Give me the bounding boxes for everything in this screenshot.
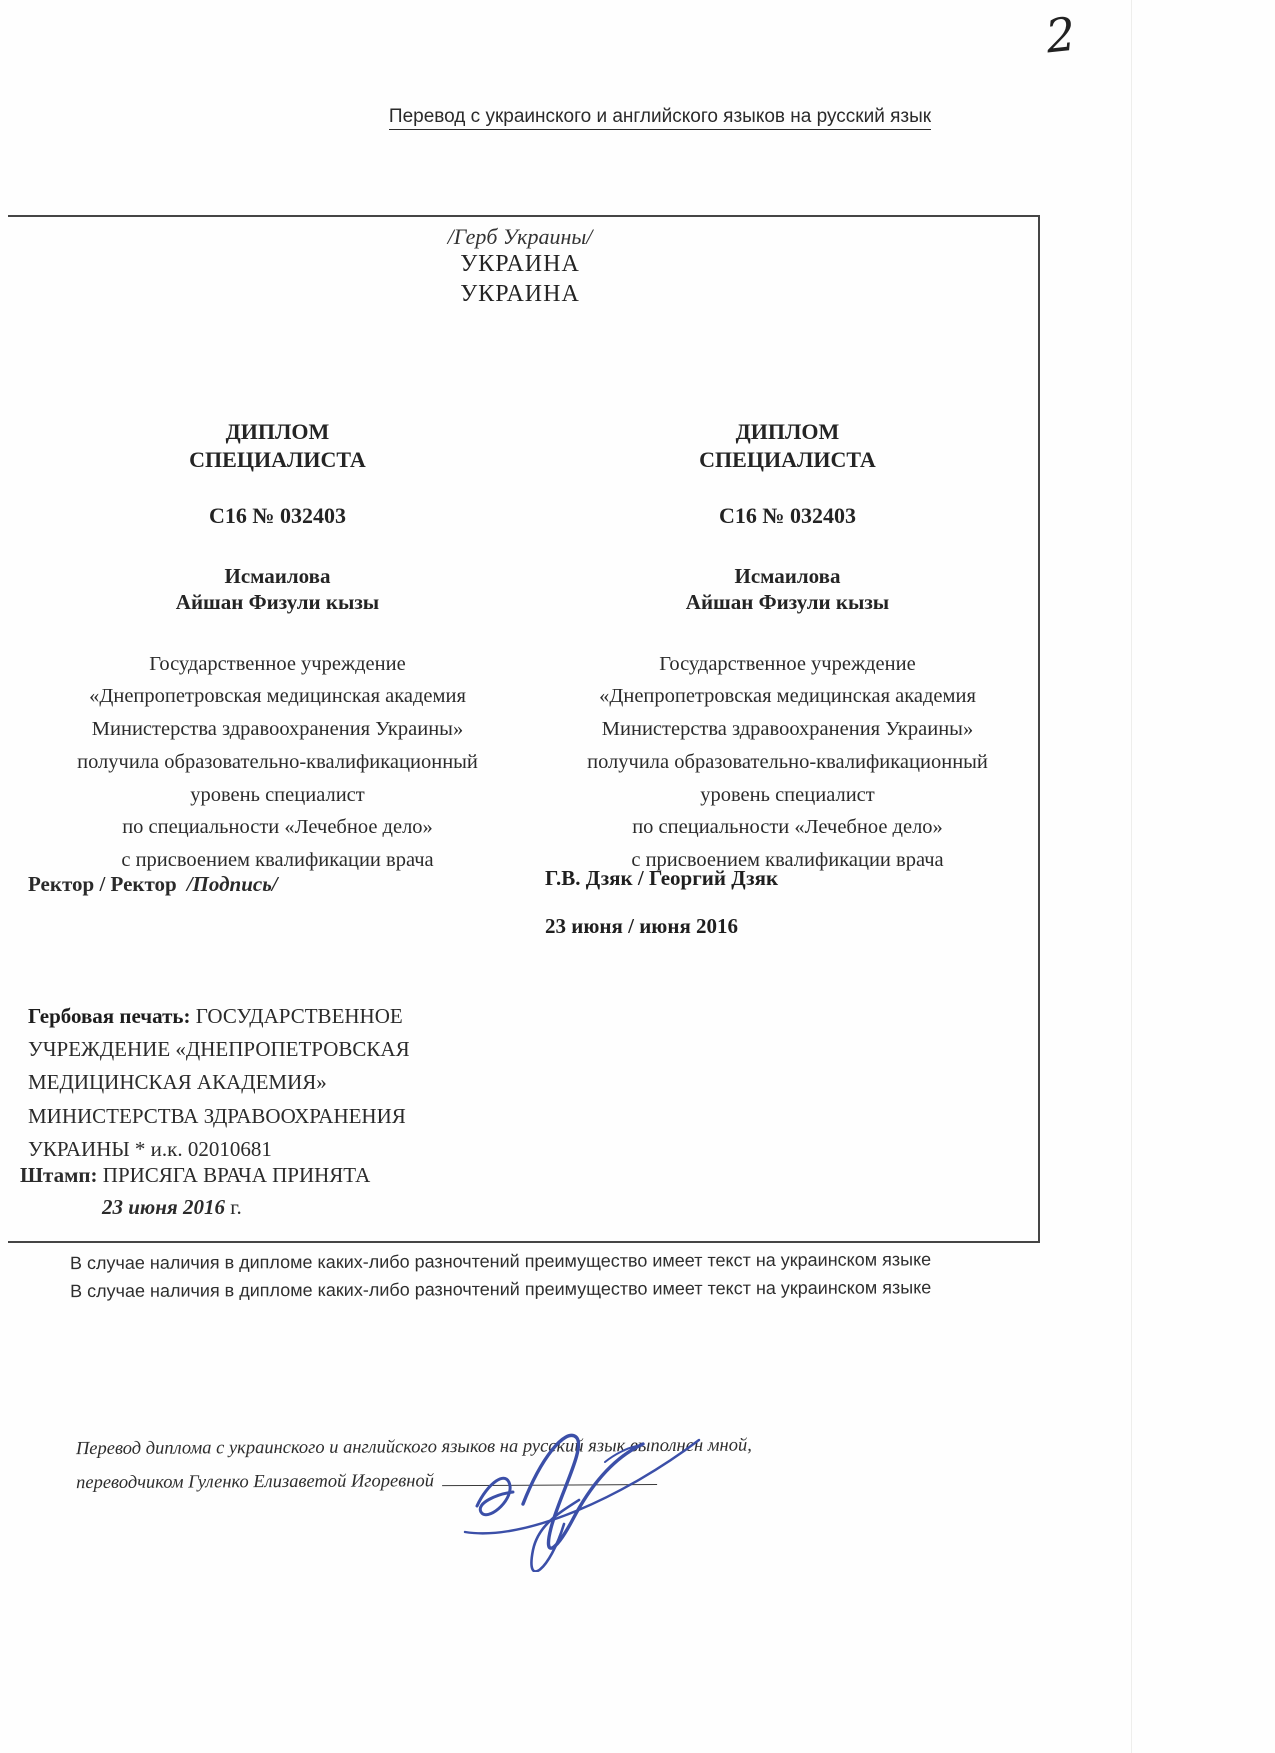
country-name-line1: УКРАИНА [460,251,580,278]
graduate-name [35,563,520,616]
body-line: уровень специалист [190,783,365,806]
stamp-line2 [102,1192,370,1224]
handwritten-page-number: 2 [1043,6,1079,64]
body-line: с присвоением квалификации врача [631,849,944,872]
body-line: по специальности «Лечебное дело» [122,816,433,839]
document-heading [270,224,770,309]
stamp-description [20,1160,370,1223]
body-line: Министерства здравоохранения Украины» [601,718,974,741]
body-line: Государственное учреждение [149,652,406,675]
stamp-date-suffix: г. [230,1194,242,1219]
country-name-line2: УКРАИНА [460,280,580,307]
body-line: «Днепропетровская медицинская академия [89,685,466,708]
disclaimer-line1: В случае наличия в дипломе каких-либо разночтений преимущество имеет текст на украинском языке [69,1249,932,1274]
diploma-title-line2: СПЕЦИАЛИСТА [189,446,366,472]
translator-note-line1: Перевод диплома с украинского и английского языков на русский язык выполнен мной, [75,1435,752,1460]
seal-label: Гербовая печать: [28,1004,191,1028]
graduate-surname: Исмаилова [734,564,841,588]
issue-date-line: 23 июня / июня 2016 [545,914,739,938]
diploma-title-line1: ДИПЛОМ [735,419,840,444]
body-line: «Днепропетровская медицинская академия [599,685,976,708]
body-line: получила образовательно-квалификационный [587,750,988,773]
translation-header [330,106,990,128]
translation-header-text: Перевод с украинского и английского языков на русский язык [389,106,931,130]
rector-signature-line [28,872,278,897]
rector-name-line: Г.В. Дзяк / Георгий Дзяк [545,866,779,890]
stamp-line1 [20,1160,370,1192]
diploma-serial: С16 № 032403 [209,503,346,528]
graduate-given-names: Айшан Физули кызы [685,590,890,615]
diploma-column-right [545,418,1030,877]
diploma-serial: С16 № 032403 [719,503,856,528]
body-line: с присвоением квалификации врача [121,849,434,872]
body-line: Государственное учреждение [659,652,916,675]
diploma-body-text [545,648,1030,878]
rector-label: Ректор / Ректор [28,872,177,896]
diploma-title [545,418,1030,473]
seal-description [28,1000,490,1166]
body-line: Министерства здравоохранения Украины» [91,718,464,741]
diploma-body-text [35,648,520,878]
diploma-title [35,418,520,473]
signature-placeholder-note: /Подпись/ [186,872,278,896]
emblem-note: /Герб Украины/ [447,224,593,249]
diploma-title-line2: СПЕЦИАЛИСТА [699,446,876,472]
graduate-given-names: Айшан Физули кызы [175,590,380,615]
scan-edge-line [1131,0,1132,1753]
stamp-label: Штамп: [20,1163,98,1187]
body-line: уровень специалист [700,783,875,806]
disclaimer-line2: В случае наличия в дипломе каких-либо разночтений преимущество имеет текст на украинском языке [70,1277,932,1301]
stamp-text: ПРИСЯГА ВРАЧА ПРИНЯТА [102,1163,371,1187]
seal-text: ГОСУДАРСТВЕННОЕ УЧРЕЖДЕНИЕ «ДНЕПРОПЕТРОВСКАЯ МЕДИЦИНСКАЯ АКАДЕМИЯ» МИНИСТЕРСТВА ЗДРАВООХРАНЕНИЯ УКРАИНЫ * и.к. 02010681 [28,1004,410,1161]
diploma-column-left [35,418,520,877]
body-line: получила образовательно-квалификационный [77,750,478,773]
stamp-date: 23 июня 2016 [102,1194,225,1219]
diploma-title-line1: ДИПЛОМ [225,419,330,444]
graduate-surname: Исмаилова [224,564,331,588]
graduate-name [545,563,1030,616]
language-precedence-disclaimer [70,1246,1030,1306]
handwritten-signature [455,1402,705,1572]
body-line: по специальности «Лечебное дело» [632,816,943,839]
translator-name-text: переводчиком Гуленко Елизаветой Игоревной [76,1471,434,1494]
